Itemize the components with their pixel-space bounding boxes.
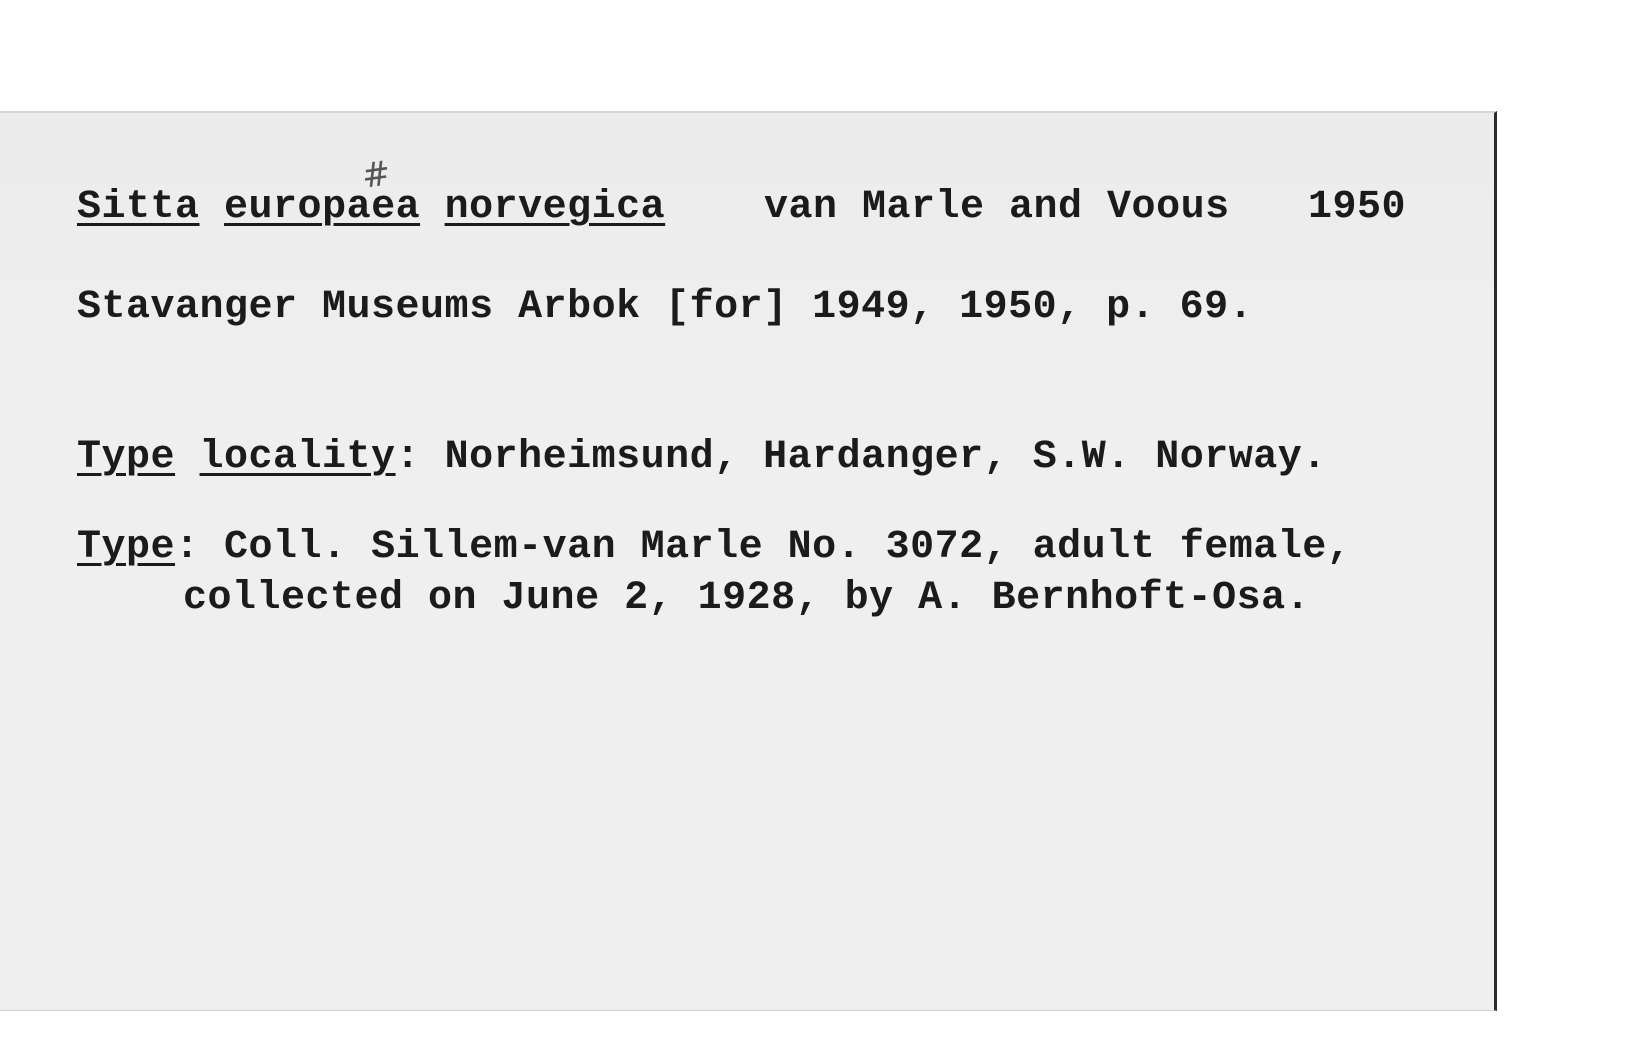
authors: van Marle and Voous [764, 185, 1230, 230]
index-card [0, 111, 1497, 1011]
type-line-2: collected on June 2, 1928, by A. Bernhoft-Osa. [183, 576, 1311, 621]
genus-name: Sitta [77, 185, 200, 230]
type-locality-label-word2: locality [199, 435, 396, 480]
type-locality-line [77, 435, 1327, 480]
type-colon: : [175, 525, 200, 570]
citation: Stavanger Museums Arbok [for] 1949, 1950, p. 69. [77, 285, 1254, 330]
subspecies-name: norvegica [444, 185, 666, 230]
species-name: europaea [224, 185, 421, 230]
type-locality-colon: : [395, 435, 421, 480]
type-locality-value: Norheimsund, Hardanger, S.W. Norway. [444, 435, 1327, 480]
year: 1950 [1308, 185, 1407, 230]
handwritten-hash-mark: # [359, 153, 394, 197]
type-line-1 [77, 525, 1351, 570]
type-locality-label-word1: Type [77, 435, 176, 480]
type-label: Type [77, 525, 176, 570]
type-details-1: Coll. Sillem-van Marle No. 3072, adult female, [224, 525, 1352, 570]
